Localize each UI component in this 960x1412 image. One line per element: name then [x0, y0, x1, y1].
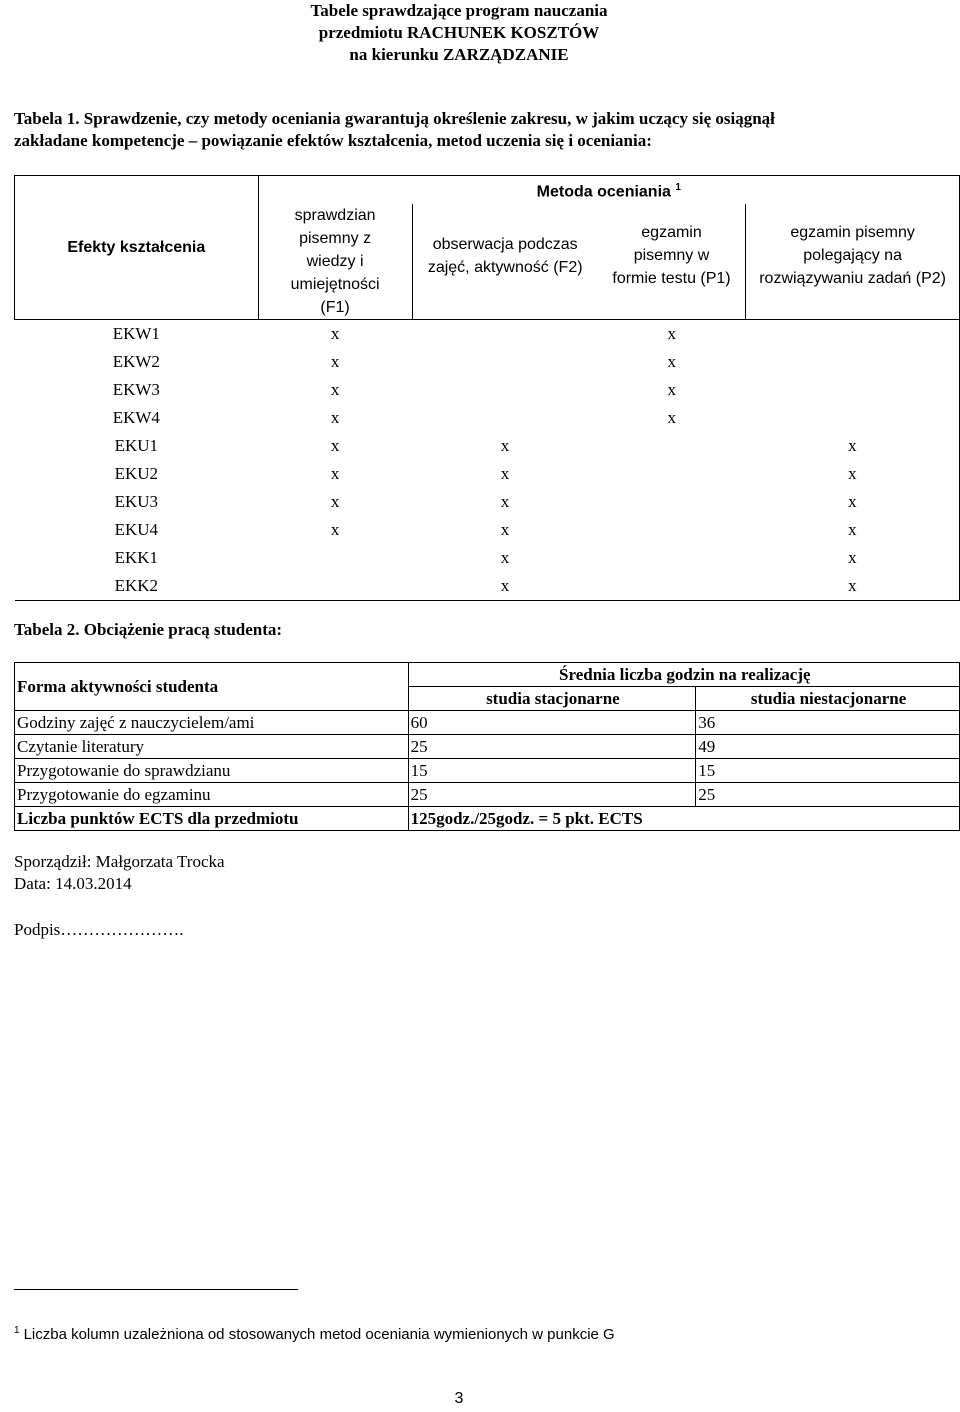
title-line-1: Tabele sprawdzające program nauczania [310, 1, 608, 20]
table-row [15, 735, 960, 759]
cell-mark: x [500, 548, 510, 568]
row-label: EKW2 [112, 352, 160, 372]
metoda-label: Metoda oceniania [536, 183, 671, 201]
hours-stacjonarne: 15 [408, 759, 696, 783]
table-row [15, 783, 960, 807]
cell-mark: x [330, 520, 340, 540]
cell-mark: x [746, 516, 960, 544]
cell-mark: x [500, 464, 510, 484]
cell-mark: x [500, 436, 510, 456]
cell-mark [598, 432, 746, 460]
cell-mark: x [667, 408, 677, 428]
assessment-methods-table [14, 175, 960, 601]
document-title [0, 0, 918, 66]
title-line-3: na kierunku ZARZĄDZANIE [349, 45, 569, 64]
col-header-forma: Forma aktywności studenta [15, 663, 409, 711]
col-header-metoda [258, 176, 959, 205]
table1-intro-line-2: zakładane kompetencje – powiązanie efektów kształcenia, metod uczenia się i oceniania: [14, 131, 652, 150]
cell-mark: x [667, 324, 677, 344]
activity-name: Przygotowanie do egzaminu [15, 783, 409, 807]
cell-mark: x [667, 352, 677, 372]
table-row [15, 759, 960, 783]
col-header-srednia: Średnia liczba godzin na realizację [408, 663, 959, 687]
col-header-stacjonarne: studia stacjonarne [408, 687, 696, 711]
table-row [15, 404, 960, 432]
hours-stacjonarne: 60 [408, 711, 696, 735]
cell-mark [412, 320, 598, 349]
cell-mark: x [746, 432, 960, 460]
workload-table [14, 662, 960, 831]
hours-niestacjonarne: 15 [696, 759, 960, 783]
hours-stacjonarne: 25 [408, 735, 696, 759]
table1-intro [14, 108, 950, 152]
cell-mark [746, 376, 960, 404]
cell-mark: x [746, 572, 960, 601]
ects-row [15, 807, 960, 831]
footnote-ref: 1 [675, 182, 681, 193]
table-row [15, 348, 960, 376]
hours-niestacjonarne: 25 [696, 783, 960, 807]
table-row [15, 460, 960, 488]
cell-mark [746, 320, 960, 349]
table1-body [15, 320, 960, 601]
cell-mark: x [330, 436, 340, 456]
table-row [15, 320, 960, 349]
row-label: EKW4 [112, 408, 160, 428]
col-header-f2: obserwacja podczas zajęć, aktywność (F2) [412, 204, 598, 320]
table-row [15, 544, 960, 572]
activity-name: Przygotowanie do sprawdzianu [15, 759, 409, 783]
activity-name: Czytanie literatury [15, 735, 409, 759]
hours-niestacjonarne: 49 [696, 735, 960, 759]
table-row [15, 572, 960, 601]
row-label: EKU4 [114, 520, 159, 540]
cell-mark: x [412, 572, 598, 601]
table-row [15, 516, 960, 544]
prepared-by: Sporządził: Małgorzata Trocka [14, 852, 225, 871]
hours-niestacjonarne: 36 [696, 711, 960, 735]
row-label: EKU2 [114, 464, 159, 484]
cell-mark [412, 404, 598, 432]
cell-mark: x [330, 492, 340, 512]
cell-mark [412, 348, 598, 376]
ects-value: 125godz./25godz. = 5 pkt. ECTS [408, 807, 959, 831]
page-number: 3 [454, 1390, 464, 1407]
table1-intro-line-1: Tabela 1. Sprawdzenie, czy metody oceniania gwarantują określenie zakresu, w jakim uczący się osiągnął [14, 109, 775, 128]
col-header-p2: egzamin pisemny polegający na rozwiązywaniu zadań (P2) [746, 204, 960, 320]
cell-mark [258, 572, 412, 601]
activity-name: Godziny zajęć z nauczycielem/ami [15, 711, 409, 735]
row-label: EKU1 [114, 436, 159, 456]
cell-mark: x [667, 380, 677, 400]
cell-mark: x [330, 324, 340, 344]
table-row [15, 711, 960, 735]
table-row [15, 376, 960, 404]
row-label: EKK1 [114, 548, 159, 568]
col-header-p1: egzamin pisemny w formie testu (P1) [598, 204, 746, 320]
cell-mark: x [330, 408, 340, 428]
col-header-efekty: Efekty kształcenia [15, 176, 259, 320]
cell-mark [258, 544, 412, 572]
cell-mark: x [500, 492, 510, 512]
cell-mark: x [330, 352, 340, 372]
ects-label: Liczba punktów ECTS dla przedmiotu [15, 807, 409, 831]
footnote [14, 1325, 615, 1343]
cell-mark [598, 544, 746, 572]
cell-mark [412, 376, 598, 404]
cell-mark: x [746, 488, 960, 516]
signature-line: Podpis…………………. [14, 920, 184, 939]
col-header-f1: sprawdzian pisemny z wiedzy i umiejętności (F1) [258, 204, 412, 320]
footnote-mark: 1 [14, 1325, 20, 1336]
table-row [15, 432, 960, 460]
cell-mark [746, 404, 960, 432]
cell-mark [598, 488, 746, 516]
cell-mark: x [330, 464, 340, 484]
row-label: EKW1 [112, 324, 160, 344]
cell-mark [746, 348, 960, 376]
date: Data: 14.03.2014 [14, 874, 132, 893]
cell-mark [598, 460, 746, 488]
table-row [15, 488, 960, 516]
hours-stacjonarne: 25 [408, 783, 696, 807]
cell-mark: x [330, 380, 340, 400]
row-label: EKU3 [114, 492, 159, 512]
row-label: EKK2 [15, 572, 259, 601]
cell-mark: x [746, 544, 960, 572]
cell-mark [598, 572, 746, 601]
cell-mark [598, 516, 746, 544]
footnote-separator [14, 1289, 298, 1290]
cell-mark: x [746, 460, 960, 488]
col-header-niestacjonarne: studia niestacjonarne [696, 687, 960, 711]
row-label: EKW3 [112, 380, 160, 400]
footnote-text: Liczba kolumn uzależniona od stosowanych metod oceniania wymienionych w punkcie G [23, 1326, 615, 1343]
title-line-2: przedmiotu RACHUNEK KOSZTÓW [318, 23, 600, 42]
cell-mark: x [500, 520, 510, 540]
table2-label: Tabela 2. Obciążenie pracą studenta: [14, 620, 283, 639]
